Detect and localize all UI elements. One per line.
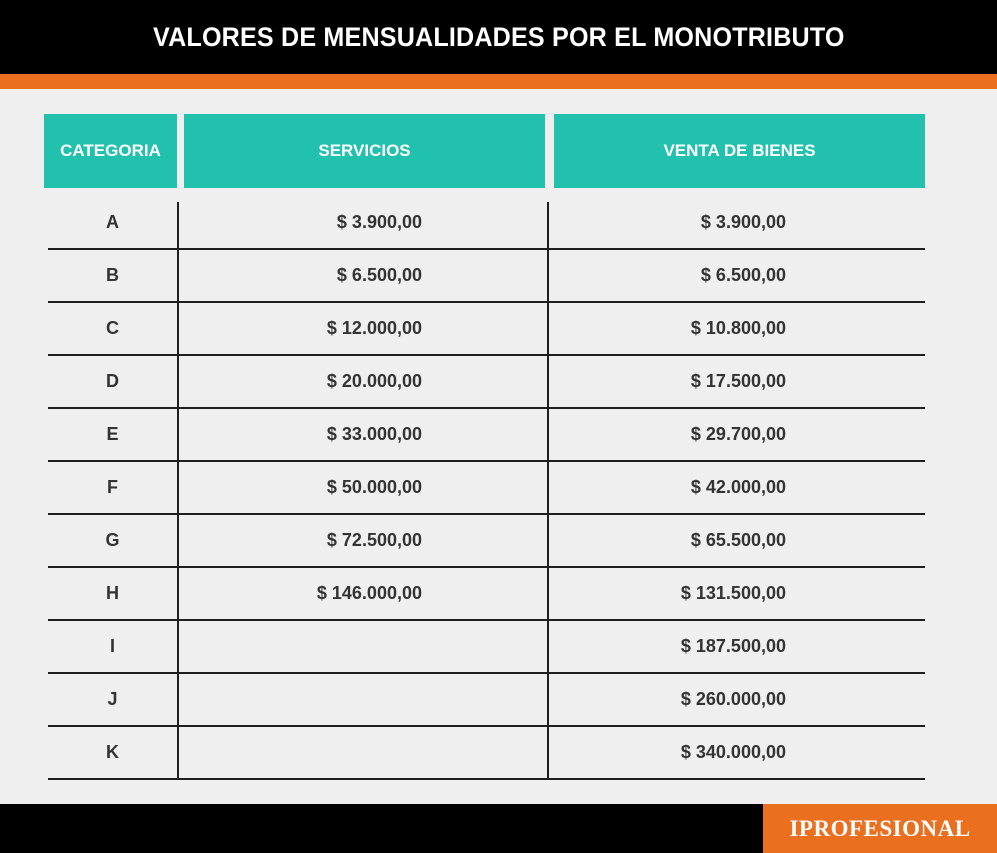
cell-servicios (179, 727, 422, 778)
cell-categoria: H (106, 583, 119, 603)
column-header-venta-de-bienes: VENTA DE BIENES (554, 114, 925, 188)
cell-categoria: K (106, 742, 119, 762)
cell-categoria: F (107, 477, 118, 497)
cell-servicios (179, 621, 422, 672)
cell-venta-de-bienes: $ 340.000,00 (680, 742, 786, 762)
cell-venta-de-bienes: $ 17.500,00 (690, 371, 786, 391)
cell-categoria: I (109, 636, 115, 656)
table-row (48, 250, 925, 303)
table-row (48, 727, 925, 780)
cell-venta-de-bienes: $ 187.500,00 (680, 636, 786, 656)
cell-servicios: $ 12.000,00 (326, 318, 422, 338)
table-row (48, 462, 925, 515)
table-row (48, 674, 925, 727)
cell-venta-de-bienes: $ 6.500,00 (700, 265, 786, 285)
table-row (48, 356, 925, 409)
column-header-categoria: CATEGORIA (44, 114, 177, 188)
cell-venta-de-bienes: $ 65.500,00 (690, 530, 786, 550)
cell-servicios: $ 146.000,00 (316, 583, 422, 603)
cell-venta-de-bienes: $ 260.000,00 (680, 689, 786, 709)
cell-categoria: E (106, 424, 119, 444)
cell-venta-de-bienes: $ 3.900,00 (700, 212, 786, 232)
table-row (48, 303, 925, 356)
column-header-servicios: SERVICIOS (184, 114, 545, 188)
cell-categoria: C (106, 318, 119, 338)
cell-venta-de-bienes: $ 42.000,00 (690, 477, 786, 497)
page-title: VALORES DE MENSUALIDADES POR EL MONOTRIBUTO (152, 21, 845, 52)
cell-servicios: $ 6.500,00 (336, 265, 422, 285)
cell-servicios: $ 33.000,00 (326, 424, 422, 444)
cell-venta-de-bienes: $ 10.800,00 (690, 318, 786, 338)
table-row (48, 568, 925, 621)
cell-servicios: $ 20.000,00 (326, 371, 422, 391)
cell-servicios: $ 50.000,00 (326, 477, 422, 497)
column-divider (177, 202, 179, 778)
accent-band (0, 74, 997, 89)
cell-venta-de-bienes: $ 29.700,00 (690, 424, 786, 444)
table-row (48, 515, 925, 568)
table-row (48, 409, 925, 462)
cell-servicios: $ 3.900,00 (336, 212, 422, 232)
row-divider (48, 778, 925, 780)
table-row (48, 621, 925, 674)
cell-categoria: A (106, 212, 119, 232)
brand-logo (763, 804, 997, 853)
brand-name: IPROFESIONAL (789, 815, 971, 841)
cell-servicios: $ 72.500,00 (326, 530, 422, 550)
table-row (48, 197, 925, 250)
cell-categoria: D (106, 371, 119, 391)
header-bar (0, 0, 997, 74)
cell-categoria: G (105, 530, 120, 550)
column-divider (547, 202, 549, 778)
cell-categoria: B (106, 265, 119, 285)
cell-venta-de-bienes: $ 131.500,00 (680, 583, 786, 603)
cell-servicios (179, 674, 422, 725)
cell-categoria: J (107, 689, 118, 709)
